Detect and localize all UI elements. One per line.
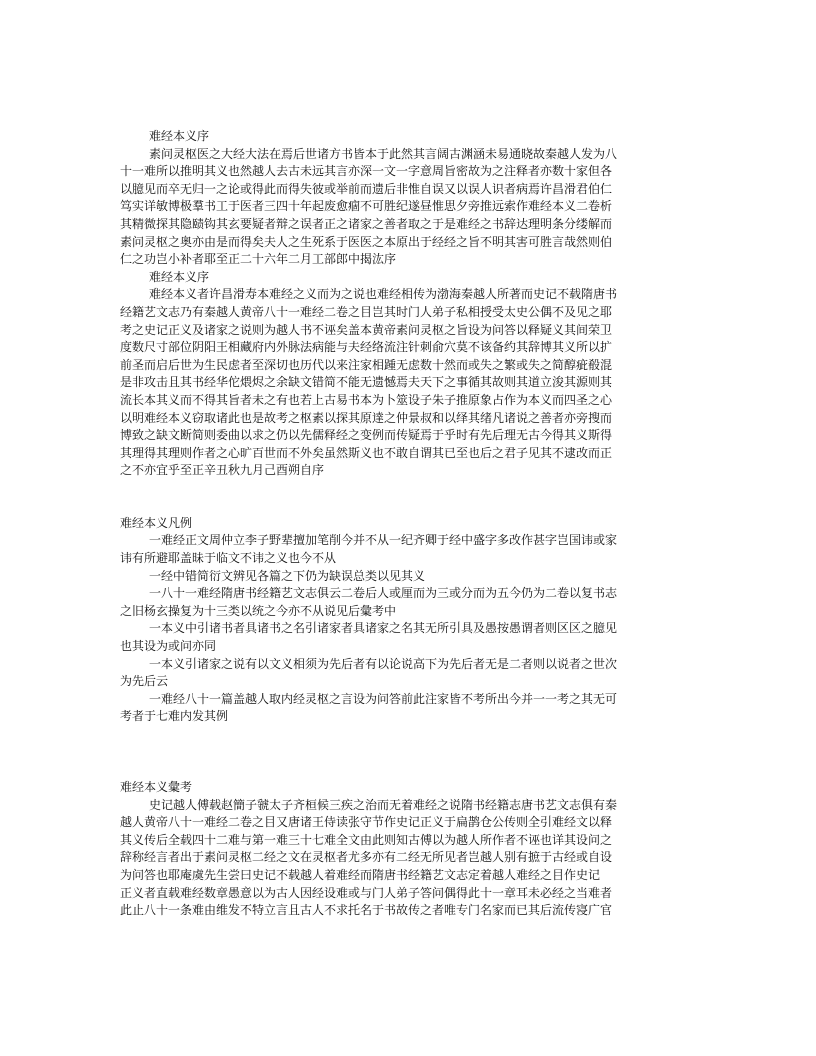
- preface-1-line: 素问灵枢之奥亦由是而得矣夫人之生死系于医医之本原出于经经之旨不明其害可胜言哉然则伯: [120, 234, 613, 249]
- fanli-item-line: 一经中错简衍文辨见各篇之下仍为缺误总类以见其义: [149, 568, 426, 583]
- preface-2-line: 考之史记正义及诸家之说则为越人书不诬矣盖本黄帝素问灵枢之旨设为问答以释疑义其间荣卫: [120, 322, 613, 337]
- huikao-line: 辞称经言者出于素问灵枢二经之文在灵枢者尤多亦有二经无所见者岂越人别有摭于古经或自设: [120, 850, 613, 865]
- huikao-line: 此止八十一条难由维发不特立言且古人不求托名于书故传之者唯专门名家而已其后流传寖广官: [120, 903, 613, 918]
- preface-1-line: 笃实详敏博极羣书工于医者三四十年起废愈痼不可胜纪遂昼惟思夕旁推远索作难经本义二卷析: [120, 199, 613, 214]
- preface-1-line: 仁之功岂小补者耶至正二十六年二月工部郎中揭汯序: [120, 252, 397, 267]
- preface-1-line: 素问灵枢医之大经大法在焉后世诸方书皆本于此然其言阔古渊涵未易通晓故秦越人发为八: [149, 146, 618, 161]
- fanli-item-line: 一本义中引诸书者具诸书之名引诸家者具诸家之名其无所引具及愚按愚谓者则区区之臆见: [149, 621, 618, 636]
- huikao-line: 正义者直载难经数章愚意以为古人因经设难或与门人弟子答问偶得此十一章耳未必经之当难者: [120, 885, 613, 900]
- preface-1-line: 以臆见而卒无归一之论或得此而得失彼或举前而遗后非惟自误又以误人识者病焉许昌滑君伯仁: [120, 181, 613, 196]
- fanli-item-line: 讳有所避耶盖昧于临文不讳之义也今不从: [120, 551, 337, 566]
- fanli-item-line: 之旧杨玄操复为十三类以统之今亦不从说见后彙考中: [120, 603, 397, 618]
- preface-1-line: 其精微探其隐赜钩其玄要疑者辩之误者正之诸家之善者取之于是难经之书辞达理明条分缕解而: [120, 216, 613, 231]
- preface-2-line: 博致之缺文断简则委曲以求之仍以先儒释经之变例而传疑焉于乎时有先后理无古今得其义斯得: [120, 428, 613, 443]
- huikao-section: [120, 779, 700, 920]
- preface-1-line: 十一难所以推明其义也然越人去古未远其言亦深一文一字意周旨密故为之注释者亦数十家但各: [120, 164, 613, 179]
- document-page: [120, 128, 700, 920]
- preface-2-line: 经籍艺文志乃有秦越人黄帝八十一难经二卷之目岂其时门人弟子私相授受太史公偶不及见之耶: [120, 304, 613, 319]
- preface-1-title: 难经本义序: [149, 129, 210, 143]
- huikao-line: 其义传后全载四十二难与第一难三十七难全文由此则知古傅以为越人所作者不诬也详其设问之: [120, 832, 613, 847]
- fanli-item-line: 一八十一难经隋唐书经籍艺文志俱云二卷后人或厘而为三或分而为五今仍为二卷以复书志: [149, 586, 618, 601]
- preface-2-line: 前圣而启后世为生民虑者至深切也历代以来注家相踵无虑数十然而或失之繁或失之简醇疵殽混: [120, 357, 613, 372]
- fanli-item-line: 为先后云: [120, 674, 169, 689]
- huikao-line: 史记越人傅载赵簡子虢太子齐桓候三疾之治而无着难经之说隋书经籍志唐书艺文志俱有秦: [149, 797, 618, 812]
- preface-2-title: 难经本义序: [149, 269, 210, 284]
- fanli-item-line: 一难经正文周仲立李子野辈擅加笔削今并不从一纪齐卿于经中盛字多改作甚字岂国讳或家: [149, 533, 618, 548]
- preface-2-line: 流长本其义而不得其旨者未之有也若上古易书本为卜筮设子朱子推原象占作为本义而四圣之心: [120, 392, 613, 407]
- huikao-title: 难经本义彙考: [120, 780, 193, 794]
- huikao-line: 越人黄帝八十一难经二卷之目又唐诸王侍读张守节作史记正义于扁鹊仓公传则全引难经文以释: [120, 815, 613, 830]
- preface-2: [120, 269, 700, 480]
- preface-2-line: 是非攻击且其书经华佗煨烬之余缺文错简不能无遗憾焉夫天下之事循其故则其道立浚其源则其: [120, 375, 613, 390]
- fanli-item-line: 也其设为或问亦同: [120, 639, 217, 654]
- preface-1: [120, 128, 700, 269]
- fanli-section: [120, 515, 700, 726]
- fanli-item-line: 一本义引诸家之说有以文义相须为先后者有以论说高下为先后者无是二者则以说者之世次: [149, 656, 618, 671]
- preface-2-line: 以明难经本义窃取诸此也是故考之枢素以探其原達之仲景叔和以绎其绪凡诸说之善者亦旁搜而: [120, 410, 613, 425]
- huikao-line: 为问答也耶庵虞先生尝曰史记不载越人着难经而隋唐书经籍艺文志定着越人难经之目作史记: [120, 867, 601, 882]
- fanli-item-line: 一难经八十一篇盖越人取内经灵枢之言设为问答前此注家皆不考所出今并一一考之其无可: [149, 691, 618, 706]
- fanli-title: 难经本义凡例: [120, 515, 193, 530]
- preface-2-line: 度数尺寸部位阴阳王相藏府内外脉法病能与夫经络流注针刺俞穴莫不该备约其辞博其义所以扩: [120, 340, 613, 355]
- preface-2-line: 难经本义者许昌滑寿本难经之义而为之说也难经相传为渤海秦越人所著而史记不载隋唐书: [149, 287, 618, 302]
- preface-2-line: 之不亦宜乎至正辛丑秋九月己酉朔自序: [120, 463, 325, 478]
- preface-2-line: 其理得其理则作者之心旷百世而不外矣虽然斯义也不敢自谓其已至也后之君子见其不逮改而正: [120, 445, 613, 460]
- fanli-item-line: 考者于七难内发其例: [120, 709, 229, 724]
